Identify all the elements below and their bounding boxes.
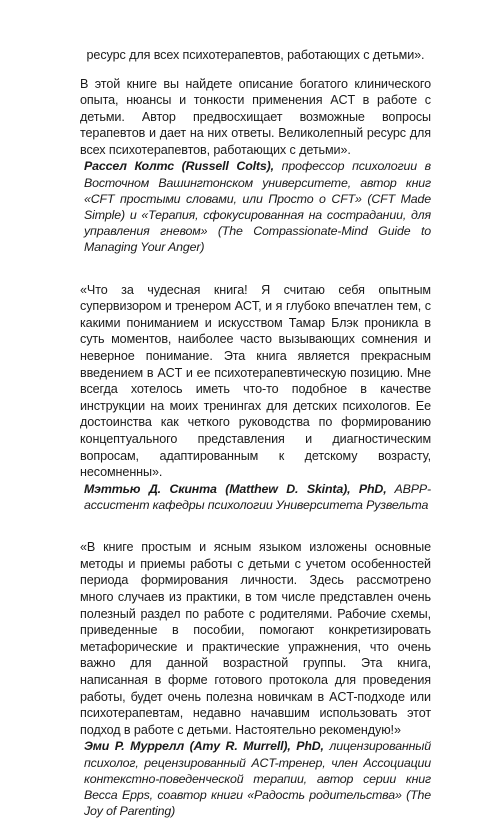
review-author: Рассел Колтс (Russell Colts),	[84, 159, 274, 174]
review-quote: В этой книге вы найдете описание богатого клинического опыта, нюансы и тонкости применения ACT в работе с детьми. Автор предвосхищает возможные вопросы терапевтов и дает на них ответы. Великолепный ресурс для всех психотерапевтов, работающих с детьми».	[80, 76, 431, 157]
author-description: ABPP-ассистент кафедры психологии Университета Рузвельта	[84, 481, 431, 513]
review-attribution	[84, 481, 431, 513]
review-block	[80, 76, 431, 256]
review-block	[80, 539, 431, 819]
review-quote: «Что за чудесная книга! Я считаю себя опытным супервизором и тренером ACT, и я глубоко впечатлен тем, с какими пониманием и искусством Тамар Блэк проникла в суть моментов, наиболее часто вызывающих сомнения и неверное понимание. Эта книга является прекрасным введением в ACT и ее психотерапевтическую позицию. Мне всегда хотелось иметь что-то подобное в качестве инструкции на моих тренингах для детских психологов. Ее достоинства как четкого руководства по формированию концептуального представления и диагностическим вопросам, адаптированным к детскому возрасту, несомненны».	[80, 282, 431, 480]
review-author: Мэттью Д. Скинта (Matthew D. Skinta), PhD,	[84, 481, 387, 496]
review-author: Эми Р. Муррелл (Amy R. Murrell), PhD,	[84, 739, 324, 754]
author-description: профессор психологии в Восточном Вашингтонском университете, автор книг «CFT простыми словами, или Просто о CFT» (CFT Made Simple) и «Терапия, сфокусированная на сострадании, для управления гневом» (The Compassionate-Mind Guide to Managing Your Anger)	[84, 159, 431, 255]
author-description: лицензированный психолог, рецензированный ACT-тренер, член Ассоциации контекстно-поведенческой терапии, автор серии книг Весса Epps, соавтор книги «Радость родительства» (The Joy of Parenting)	[84, 739, 431, 819]
review-attribution	[84, 158, 431, 255]
review-block	[80, 282, 431, 514]
review-quote: «В книге простым и ясным языком изложены основные методы и приемы работы с детьми с учетом особенностей периода формирования личности. Здесь рассмотрено много случаев из практики, в том числе представлен очень полезный раздел по работе с родителями. Рабочие схемы, приведенные в пособии, помогают конкретизировать метафорические и практические упражнения, что очень важно для данной возрастной группы. Эта книга, написанная в форме готового протокола для проведения работы, будет очень полезна новичкам в ACT-подходе или психотерапевтам, недавно начавшим использовать этот подход в работе с детьми. Настоятельно рекомендую!»	[80, 540, 431, 737]
review-attribution	[84, 738, 431, 819]
continued-quote-fragment: ресурс для всех психотерапевтов, работающих с детьми».	[86, 48, 425, 62]
